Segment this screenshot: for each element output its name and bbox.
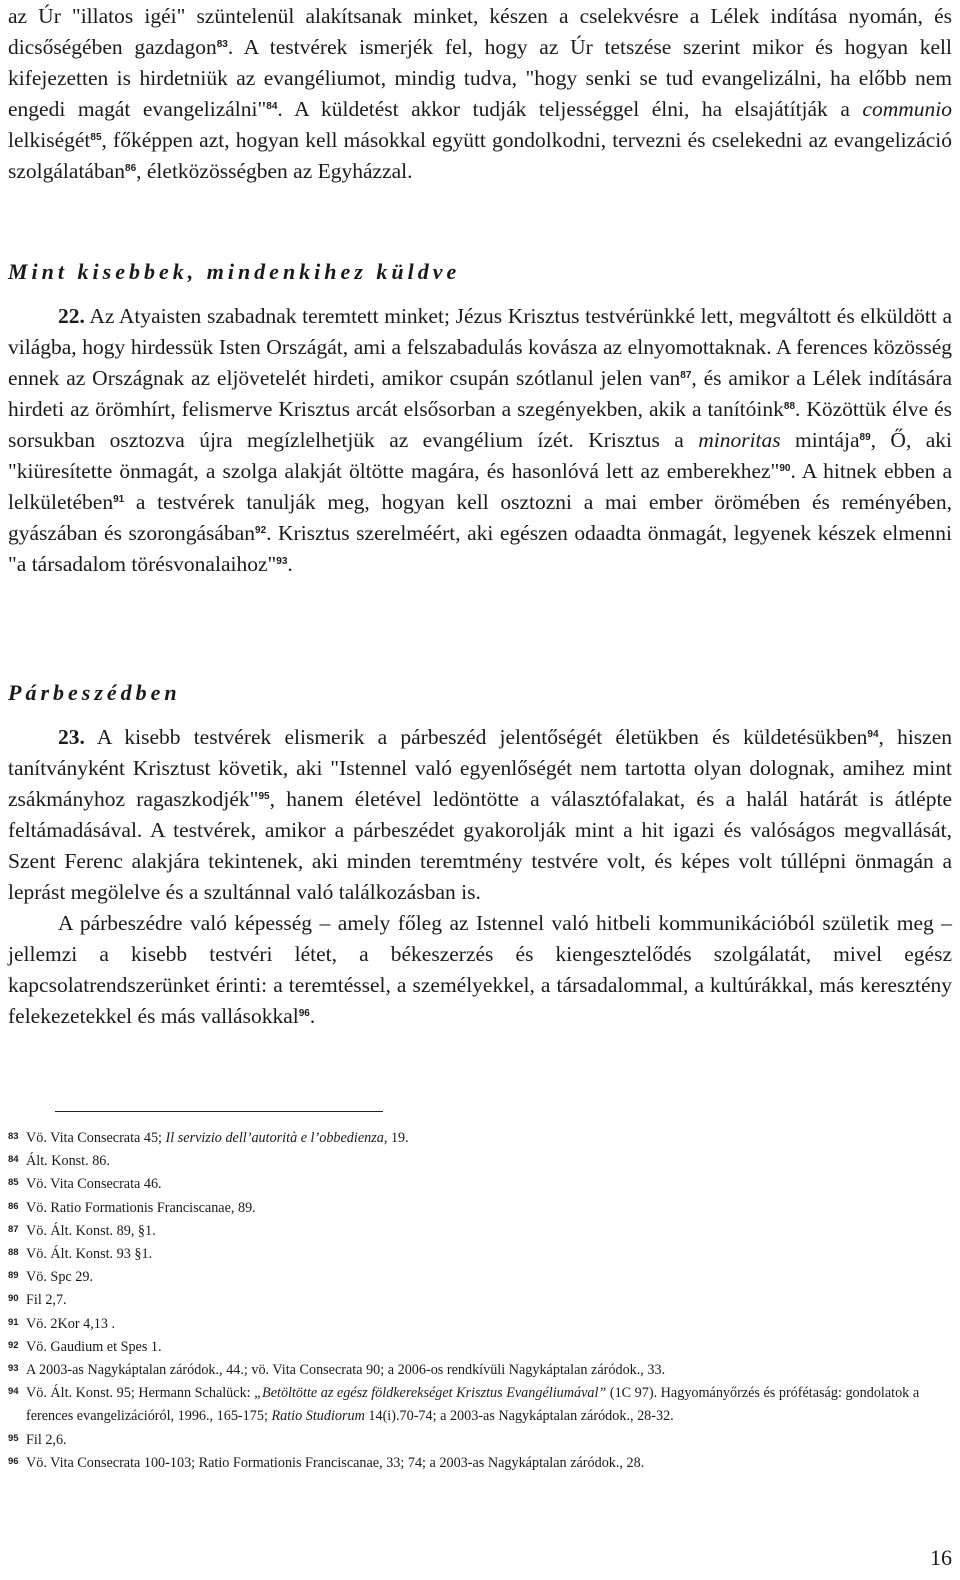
footnote: 87 Vö. Ált. Konst. 89, §1. (8, 1222, 156, 1239)
footnote: 85 Vö. Vita Consecrata 46. (8, 1176, 162, 1193)
footnote-text: Ált. Konst. 86. (26, 1153, 110, 1170)
text-run: . (309, 1004, 316, 1028)
footnote: 88 Vö. Ált. Konst. 93 §1. (8, 1246, 153, 1263)
text-run: . Közöttük élve és sorsukban osztozva újra megízlelhetjük az evangélium ízét. Krisztus a (8, 397, 952, 452)
text-run: A párbeszédre való képesség – amely főleg az Istennel való hitbeli kommunikációból születik meg – jellemzi a kisebb testvéri létet, a békeszerzés és kiengesztelődés szolgálatát, mivel egész kapcsolatrendszerünket érinti: a teremtéssel, a személyekkel, a társadalommal, a kultúrákkal, más keresztény felekezetekkel és más vallásokkal (8, 911, 952, 1028)
footnote-text: A 2003-as Nagykáptalan záródok., 44.; vö. Vita Consecrata 90; a 2006-os rendkívüli Nagykáptalan záródok., 33. (26, 1362, 666, 1379)
footnote-text: , 19. (383, 1130, 409, 1146)
footnote-italic: Ratio Studiorum (271, 1408, 365, 1425)
footnote-ref[interactable]: 85 (90, 132, 102, 143)
text-run: lelkiségét (8, 128, 91, 152)
paragraph-22 (8, 301, 952, 580)
text-run: , és amikor a Lélek indítására hirdeti az örömhírt, felismerve Krisztus arcát elsősorban a szegényekben, akik a tanítóink (8, 366, 952, 421)
footnote-text: Vö. Vita Consecrata 100-103; Ratio Formationis Franciscanae, 33; 74; a 2003-as Nagykáptalan záródok., 28. (26, 1454, 645, 1471)
footnote-separator (55, 1111, 383, 1112)
text-run: . Krisztus szerelméért, aki egészen odaadta önmagát, legyenek készek elmenni "a társadalom törésvonalaihoz" (8, 521, 952, 576)
footnote-ref[interactable]: 91 (113, 494, 125, 505)
footnote: 86 Vö. Ratio Formationis Franciscanae, 89. (8, 1199, 256, 1216)
footnote-ref[interactable]: 95 (258, 791, 270, 802)
footnote-text: Vö. Gaudium et Spes 1. (26, 1338, 162, 1355)
footnote-ref[interactable]: 86 (125, 163, 137, 174)
text-run: . (287, 552, 293, 576)
footnote-text: Vö. Vita Consecrata 45; (26, 1130, 166, 1146)
footnote: 95 Fil 2,6. (8, 1431, 67, 1448)
footnote-text: Fil 2,7. (26, 1292, 67, 1309)
footnote-text: Vö. Ratio Formationis Franciscanae, 89. (26, 1199, 256, 1216)
footnote-ref[interactable]: 90 (779, 463, 791, 474)
text-run: , Ő, aki "kiüresítette önmagát, a szolga alakját öltötte magára, és hasonlóvá lett az emberekhez" (8, 428, 953, 483)
footnote: 94 Vö. Ált. Konst. 95; Hermann Schalück: „Betöltötte az egész földkerekséget Krisztus Evangéliumával” (1C 97). Hagyományőrzés és prófétaság: gondolatok a ferences evangelizációról, 1996., 165-175; Ratio Studiorum 14(i).70-74; a 2003-as Nagykáptalan záródok., 28-32. (8, 1385, 920, 1425)
paragraph-number: 23. (58, 725, 85, 749)
paragraph-number: 22. (58, 304, 85, 328)
text-run: . A testvérek ismerjék fel, hogy az Úr tetszése szerint mikor és hogyan kell kifejezetten is hirdetniük az evangéliumot, mindig tudva, "hogy senki se tud evangelizálni, ha előbb nem engedi magát evangelizálni" (8, 35, 952, 121)
footnote-text: Fil 2,6. (26, 1431, 67, 1448)
footnote: 83 Vö. Vita Consecrata 45; Il servizio dell’autorità e l’obbedienza, 19. (8, 1130, 409, 1146)
footnote-text: 14(i).70-74; a 2003-as Nagykáptalan záródok., 28-32. (364, 1408, 674, 1425)
footnotes (8, 1127, 952, 1475)
footnote: 91 Vö. 2Kor 4,13 . (8, 1315, 116, 1332)
footnote-ref[interactable]: 92 (255, 525, 267, 536)
footnote-italic: „Betöltötte az egész földkerekséget Krisztus Evangéliumával” (254, 1385, 607, 1402)
text-run: . A hitnek ebben a lelkületében (8, 459, 952, 514)
text-run: az Úr "illatos igéi" szüntelenül alakítsanak minket, készen a cselekvésre a Lélek indítása nyomán, és dicsőségében gazdagon (8, 4, 952, 59)
footnote: 84 Ált. Konst. 86. (8, 1153, 110, 1170)
italic-term: minoritas (698, 428, 781, 452)
paragraph-continuation (8, 1, 952, 187)
footnote-ref[interactable]: 83 (216, 39, 228, 50)
text-run: Az Atyaisten szabadnak teremtett minket; Jézus Krisztus testvérünkké lett, megváltott és elküldött a világba, hogy hirdessük Isten Országát, ami a felszabadulás kovásza az elnyomottaknak. A ferences közösség ennek az Országnak az eljövetelét hirdeti, amikor csupán szótlanul jelen van (8, 304, 952, 390)
footnote-ref[interactable]: 94 (867, 729, 879, 740)
paragraph-23 (8, 722, 952, 1032)
footnote-text: Vö. Vita Consecrata 46. (26, 1176, 162, 1193)
footnote-ref[interactable]: 84 (266, 101, 278, 112)
footnote-text: Vö. 2Kor 4,13 . (26, 1315, 116, 1332)
footnote: 96 Vö. Vita Consecrata 100-103; Ratio Formationis Franciscanae, 33; 74; a 2003-as Nagykáptalan záródok., 28. (8, 1454, 645, 1471)
footnote: 93 A 2003-as Nagykáptalan záródok., 44.; vö. Vita Consecrata 90; a 2006-os rendkívüli Nagykáptalan záródok., 33. (8, 1362, 666, 1379)
section-heading: Párbeszédben (8, 680, 181, 705)
footnote-text: Vö. Ált. Konst. 93 §1. (26, 1246, 153, 1263)
footnote-ref[interactable]: 88 (783, 401, 796, 412)
page-number: 16 (930, 1545, 952, 1570)
section-heading: Mint kisebbek, mindenkihez küldve (8, 259, 461, 284)
footnote-italic: Il servizio dell’autorità e l’obbedienza (165, 1130, 384, 1146)
footnote-ref[interactable]: 89 (859, 432, 871, 443)
text-run: a testvérek tanulják meg, hogyan kell osztozni a mai ember örömében és reményében, gyászában és szorongásában (8, 490, 952, 545)
text-run: , főképpen azt, hogyan kell másokkal együtt gondolkodni, tervezni és cselekedni az evangelizáció szolgálatában (8, 128, 952, 183)
footnote-text: Vö. Spc 29. (26, 1269, 93, 1286)
footnote-ref[interactable]: 96 (298, 1008, 310, 1019)
footnote: 90 Fil 2,7. (8, 1292, 67, 1309)
text-run: mintája (780, 428, 860, 452)
text-run: A kisebb testvérek elismerik a párbeszéd jelentőségét életükben és küldetésükben (84, 725, 868, 749)
footnote: 92 Vö. Gaudium et Spes 1. (8, 1338, 162, 1355)
footnote-ref[interactable]: 93 (276, 556, 288, 567)
footnote-text: Vö. Ált. Konst. 89, §1. (26, 1222, 156, 1239)
footnote-ref[interactable]: 87 (680, 370, 692, 381)
text-run: , életközösségben az Egyházzal. (136, 159, 413, 183)
text-run: , hanem életével ledöntötte a választófalakat, és a halál határát is átlépte feltámadásával. A testvérek, amikor a párbeszédet gyakorolják mint a hit igazi és valóságos megvallását, Szent Ferenc alakjára tekintenek, aki minden teremtmény testvére volt, és képes volt túllépni önmagán a leprást megölelve és a szultánnal való találkozásban is. (8, 787, 952, 904)
footnote: 89 Vö. Spc 29. (8, 1269, 93, 1286)
text-run: . A küldetést akkor tudják teljességgel élni, ha elsajátítják a (277, 97, 863, 121)
text-run: , hiszen tanítványként Krisztust követik, aki "Istennel való egyenlőségét nem tartotta olyan dolognak, amihez mint zsákmányhoz ragaszkodjék" (8, 725, 952, 811)
italic-term: communio (862, 97, 952, 121)
footnote-text: Vö. Ált. Konst. 95; Hermann Schalück: (26, 1385, 255, 1402)
footnote-text: (1C 97). Hagyományőrzés és prófétaság: gondolatok a ferences evangelizációról, 1996., 165-175; (26, 1385, 920, 1425)
